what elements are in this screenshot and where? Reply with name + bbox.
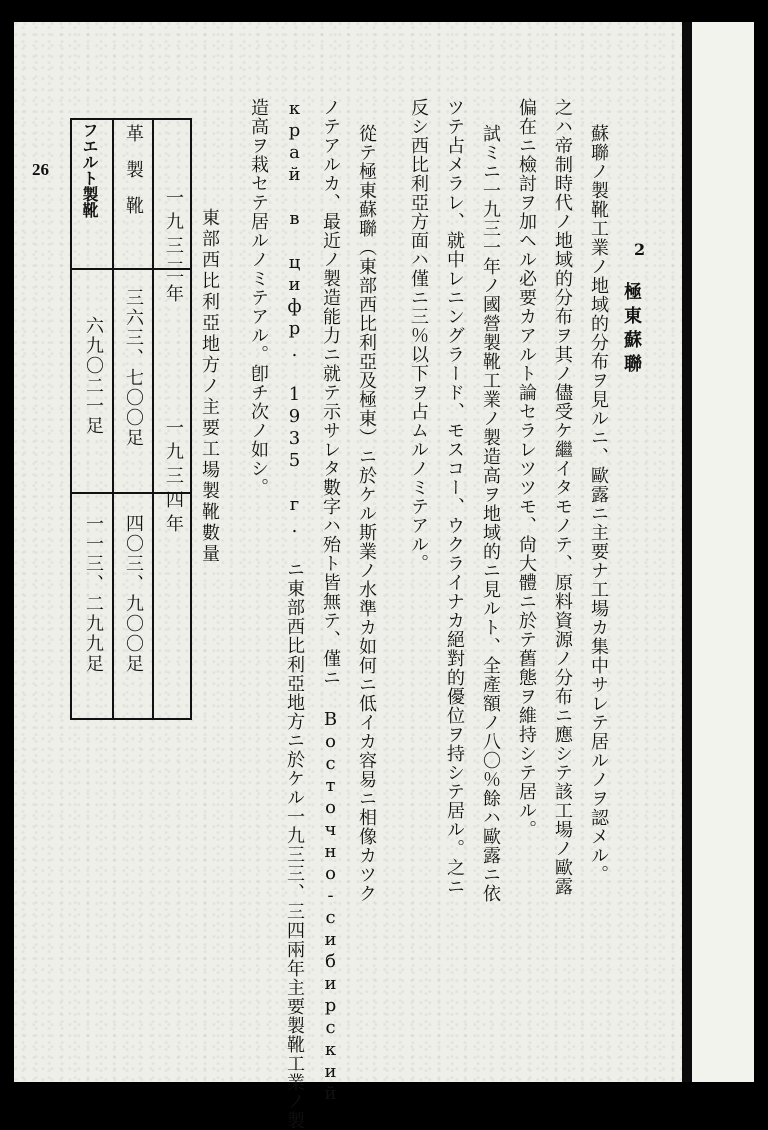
table-header-1933: 一九三三年 xyxy=(163,188,184,308)
section-title: 極東蘇聯 xyxy=(621,282,642,378)
section-number: 2 xyxy=(634,240,646,259)
body-line-1: 蘇聯ノ製靴工業ノ地域的分布ヲ見ルニ、歐露ニ主要ナ工場カ集中サレテ居ルノヲ認メル。 xyxy=(588,124,609,884)
row-leather-1934: 四〇三、九〇〇足 xyxy=(123,514,144,674)
body-line-9: край в цифр. 1935 г. ニ東部西比利亞地方ニ於ケル一九三三、三四兩年主要製靴工業ノ製 xyxy=(284,98,305,1130)
row-label-felt: フエルト製靴 xyxy=(80,122,99,218)
table-title: 東部西比利亞地方ノ主要工場製靴數量 xyxy=(199,208,220,565)
body-line-2: 之ハ帝制時代ノ地域的分布ヲ其ノ儘受ケ繼イタモノテ、原料資源ノ分布ニ應シテ該工場ノ歐露 xyxy=(552,98,573,896)
body-line-7: 從テ極東蘇聯（東部西比利亞及極東）ニ於ケル斯業ノ水準カ如何ニ低イカ容易ニ相像カツク xyxy=(356,124,377,903)
page-number: 26 xyxy=(32,160,49,179)
table-header-1934: 一九三四年 xyxy=(163,418,184,538)
body-line-8: ノテアルカ、最近ノ製造能力ニ就テ示サレタ數字ハ殆ト皆無テ、僅ニ Восточно-сибирский xyxy=(320,98,341,1105)
body-line-10: 造高ヲ栽セテ居ルノミテアル。卽チ次ノ如シ。 xyxy=(248,98,269,497)
body-line-5: ツテ占メラレ、就中レニングラード、モスコー、ウクライナカ絕對的優位ヲ持シテ居ル。之ニ xyxy=(444,98,465,896)
body-line-4: 試ミニ一九三一年ノ國營製靴工業ノ製造高ヲ地域的ニ見ルト、全產額ノ八〇％餘ハ歐露ニ依 xyxy=(480,124,501,903)
row-label-leather: 革製靴 xyxy=(123,124,144,232)
row-felt-1933: 六九〇二一足 xyxy=(83,316,104,436)
scan-edge-margin xyxy=(692,22,754,1082)
scan-edge-strip xyxy=(682,22,692,1082)
body-line-3: 偏在ニ檢討ヲ加ヘル必要カアルト論セラレツツモ、尙大體ニ於テ舊態ヲ維持シテ居ル。 xyxy=(516,98,537,839)
row-leather-1933: 三六三、七〇〇足 xyxy=(123,288,144,448)
row-felt-1934: 一一三、二九九足 xyxy=(83,514,104,674)
body-line-6: 反シ西比利亞方面ハ僅ニ三％以下ヲ占ムルノミテアル。 xyxy=(408,98,429,573)
